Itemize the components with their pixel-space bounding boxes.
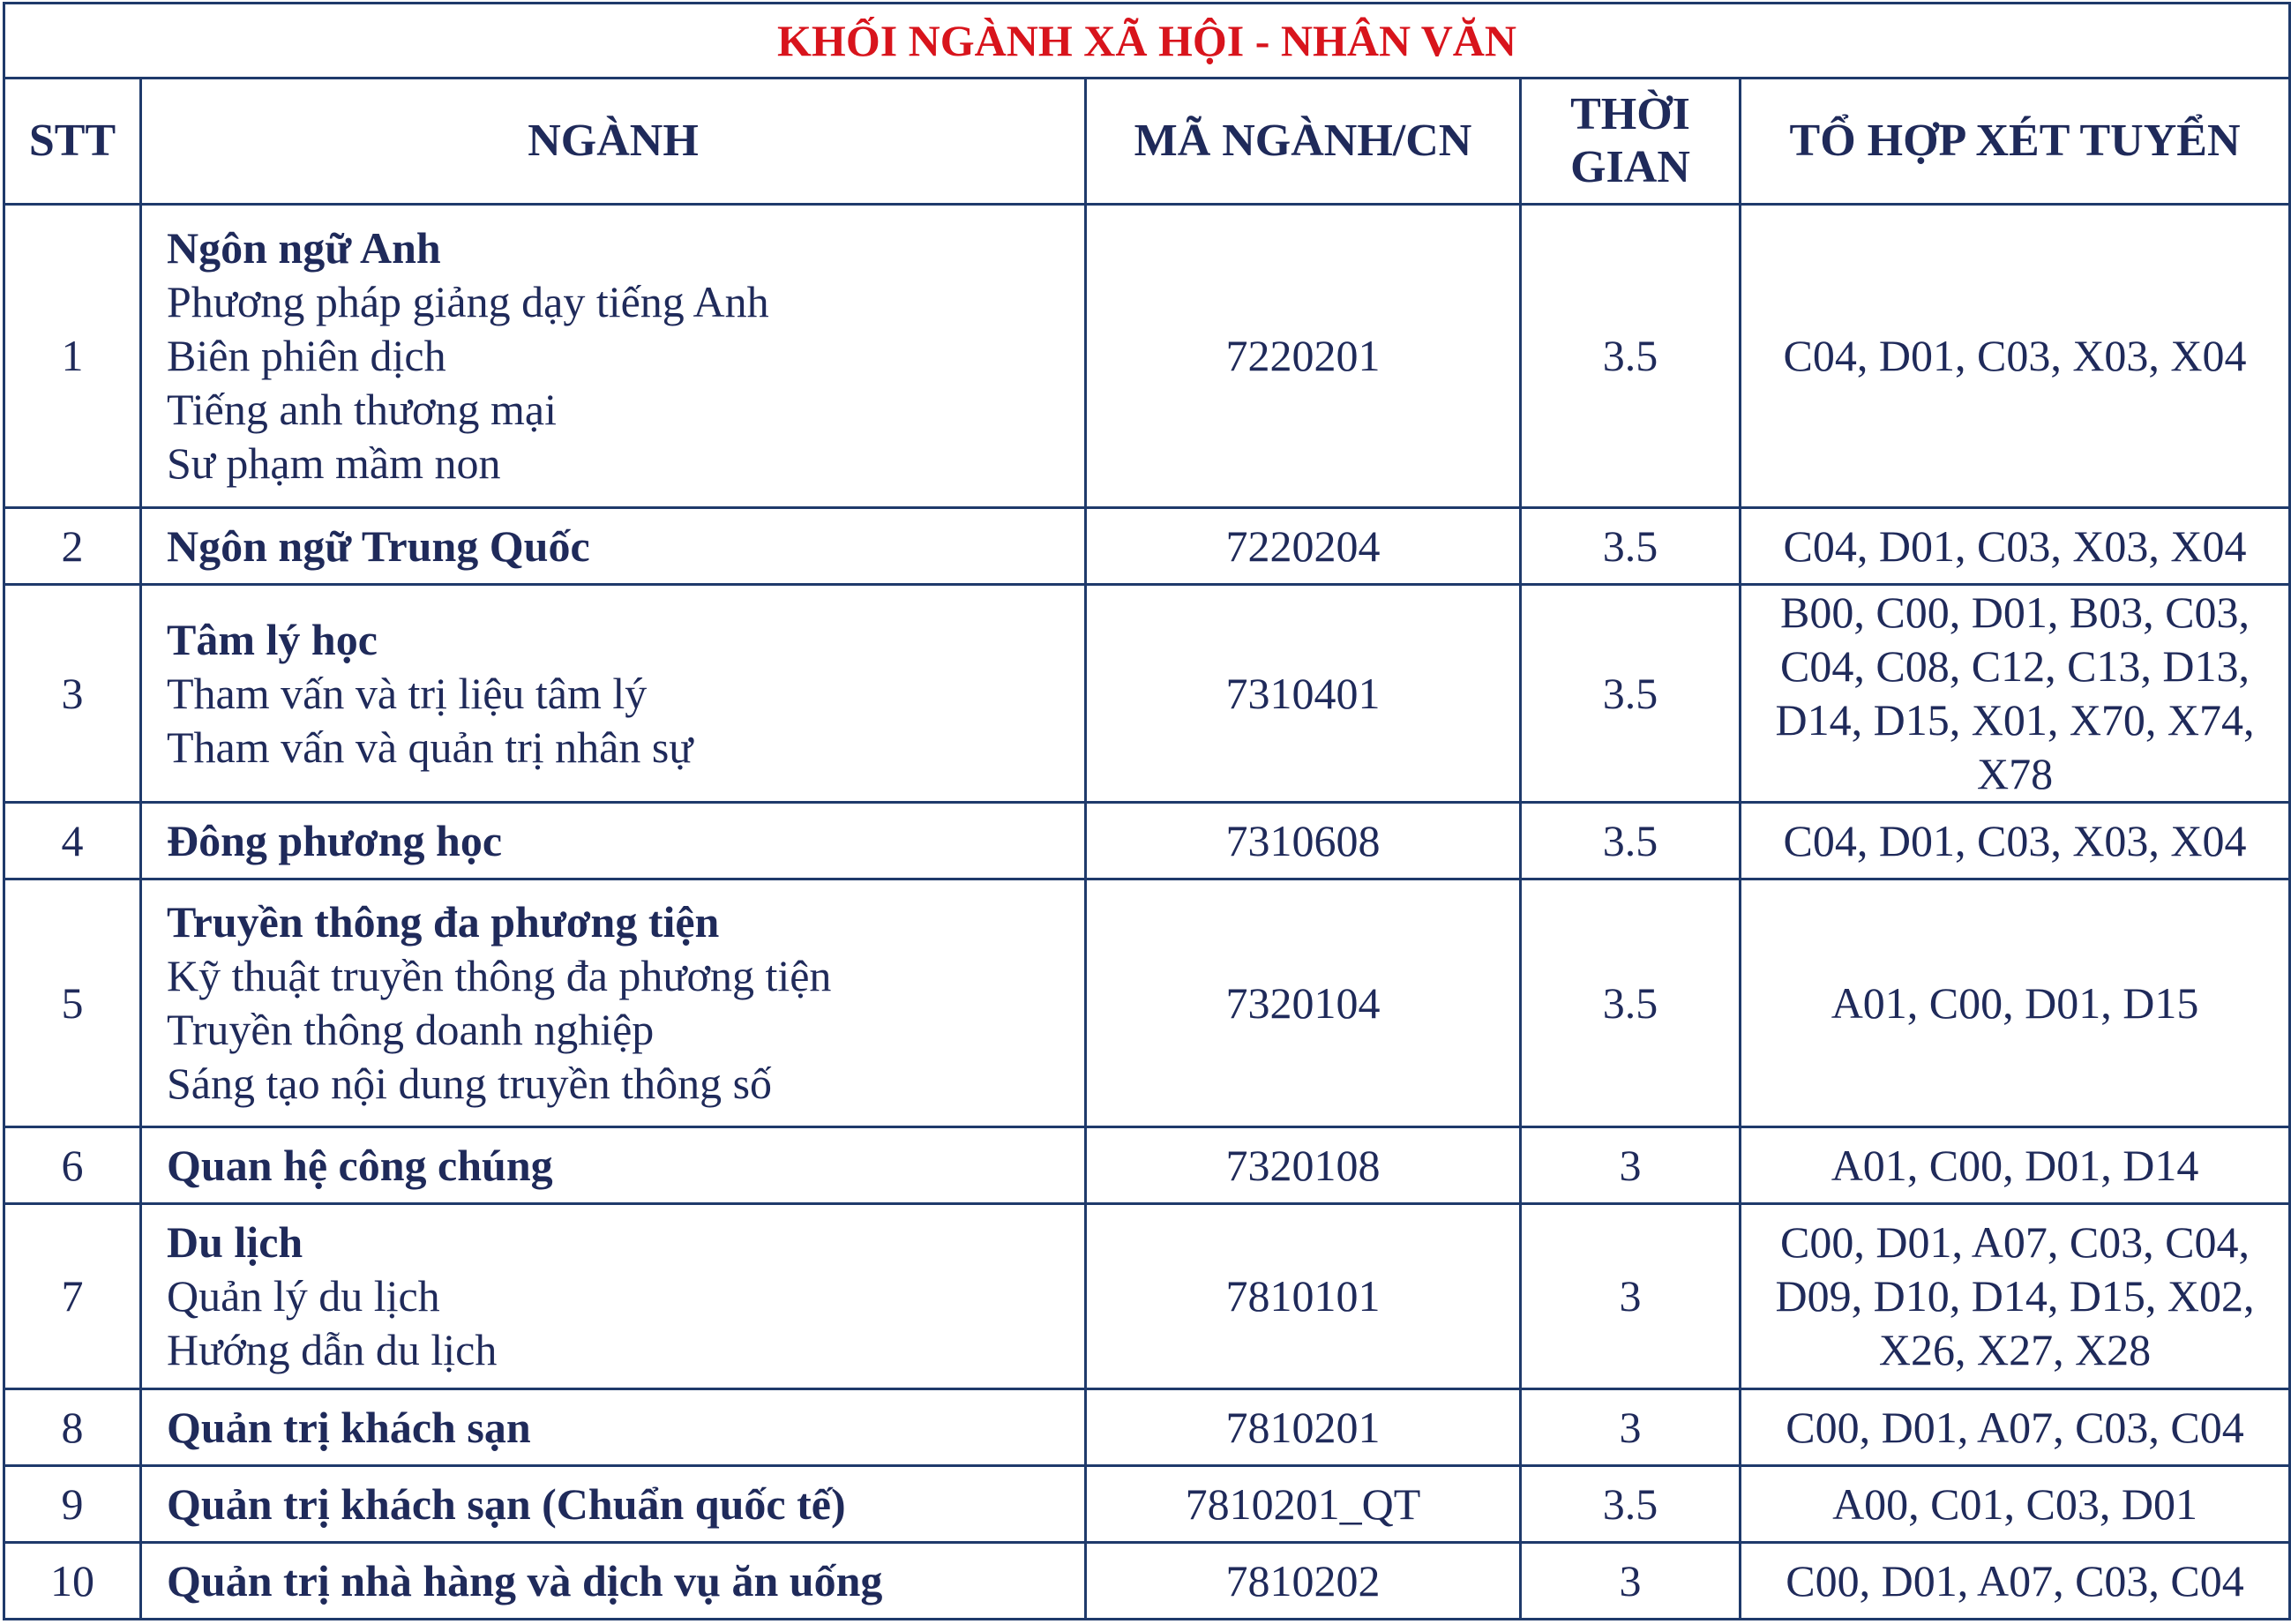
specialization: Sư phạm mầm non xyxy=(167,438,501,488)
cell-thoi-gian: 3.5 xyxy=(1521,803,1741,879)
cell-stt: 4 xyxy=(4,803,141,879)
cell-to-hop: C00, D01, A07, C03, C04 xyxy=(1741,1389,2290,1466)
cell-stt: 1 xyxy=(4,205,141,508)
cell-stt: 6 xyxy=(4,1127,141,1204)
header-ma-nganh: MÃ NGÀNH/CN xyxy=(1086,79,1521,205)
cell-to-hop: C04, D01, C03, X03, X04 xyxy=(1741,508,2290,585)
specialization: Tiếng anh thương mại xyxy=(167,385,557,434)
major-name: Quan hệ công chúng xyxy=(167,1140,553,1190)
specialization: Tham vấn và trị liệu tâm lý xyxy=(167,668,648,718)
cell-thoi-gian: 3 xyxy=(1521,1127,1741,1204)
cell-nganh xyxy=(141,585,1086,803)
header-thoi-gian xyxy=(1521,79,1741,205)
table-row xyxy=(4,1466,2290,1543)
header-row xyxy=(4,79,2290,205)
header-nganh: NGÀNH xyxy=(141,79,1086,205)
specialization: Tham vấn và quản trị nhân sự xyxy=(167,722,693,772)
cell-stt: 7 xyxy=(4,1204,141,1389)
cell-to-hop: B00, C00, D01, B03, C03, C04, C08, C12, C13, D13, D14, D15, X01, X70, X74, X78 xyxy=(1741,585,2290,803)
cell-stt: 5 xyxy=(4,879,141,1127)
major-name: Ngôn ngữ Trung Quốc xyxy=(167,520,590,571)
cell-stt: 3 xyxy=(4,585,141,803)
header-thoi-gian-line-1: THỜI xyxy=(1570,89,1690,139)
cell-ma-nganh: 7320104 xyxy=(1086,879,1521,1127)
cell-nganh xyxy=(141,1204,1086,1389)
cell-nganh xyxy=(141,205,1086,508)
specialization: Sáng tạo nội dung truyền thông số xyxy=(167,1059,773,1108)
table-row xyxy=(4,585,2290,803)
cell-ma-nganh: 7220201 xyxy=(1086,205,1521,508)
major-name: Du lịch xyxy=(167,1217,303,1267)
cell-to-hop: C04, D01, C03, X03, X04 xyxy=(1741,205,2290,508)
cell-nganh xyxy=(141,1466,1086,1543)
cell-ma-nganh: 7810202 xyxy=(1086,1543,1521,1620)
cell-nganh xyxy=(141,508,1086,585)
specialization: Phương pháp giảng dạy tiếng Anh xyxy=(167,277,769,326)
cell-nganh xyxy=(141,1543,1086,1620)
specialization: Kỹ thuật truyền thông đa phương tiện xyxy=(167,951,832,1000)
specialization: Hướng dẫn du lịch xyxy=(167,1325,498,1374)
table-title: KHỐI NGÀNH XÃ HỘI - NHÂN VĂN xyxy=(4,4,2290,79)
cell-nganh xyxy=(141,1389,1086,1466)
specialization: Biên phiên dịch xyxy=(167,331,446,380)
cell-nganh xyxy=(141,1127,1086,1204)
cell-stt: 8 xyxy=(4,1389,141,1466)
cell-thoi-gian: 3 xyxy=(1521,1389,1741,1466)
major-name: Đông phương học xyxy=(167,815,503,865)
major-name: Ngôn ngữ Anh xyxy=(167,223,441,273)
major-name: Quản trị nhà hàng và dịch vụ ăn uống xyxy=(167,1555,883,1605)
table-row xyxy=(4,1204,2290,1389)
cell-stt: 2 xyxy=(4,508,141,585)
cell-to-hop: A00, C01, C03, D01 xyxy=(1741,1466,2290,1543)
cell-ma-nganh: 7220204 xyxy=(1086,508,1521,585)
table-row xyxy=(4,803,2290,879)
table-row xyxy=(4,1543,2290,1620)
cell-nganh xyxy=(141,879,1086,1127)
header-to-hop: TỔ HỢP XÉT TUYỂN xyxy=(1741,79,2290,205)
cell-thoi-gian: 3 xyxy=(1521,1543,1741,1620)
table-row xyxy=(4,205,2290,508)
cell-thoi-gian: 3.5 xyxy=(1521,205,1741,508)
header-thoi-gian-line-2: GIAN xyxy=(1570,142,1690,192)
cell-ma-nganh: 7810201 xyxy=(1086,1389,1521,1466)
cell-ma-nganh: 7810101 xyxy=(1086,1204,1521,1389)
specialization: Truyền thông doanh nghiệp xyxy=(167,1005,655,1054)
cell-thoi-gian: 3 xyxy=(1521,1204,1741,1389)
table-row xyxy=(4,508,2290,585)
table-row xyxy=(4,1389,2290,1466)
major-name: Tâm lý học xyxy=(167,614,378,664)
table-row xyxy=(4,879,2290,1127)
cell-ma-nganh: 7310608 xyxy=(1086,803,1521,879)
major-name: Quản trị khách sạn (Chuẩn quốc tế) xyxy=(167,1478,846,1529)
cell-ma-nganh: 7810201_QT xyxy=(1086,1466,1521,1543)
admissions-table-container xyxy=(3,2,2288,1620)
major-name: Quản trị khách sạn xyxy=(167,1402,531,1452)
cell-nganh xyxy=(141,803,1086,879)
major-name: Truyền thông đa phương tiện xyxy=(167,897,720,947)
cell-to-hop: C00, D01, A07, C03, C04 xyxy=(1741,1543,2290,1620)
specialization: Quản lý du lịch xyxy=(167,1271,440,1321)
header-stt: STT xyxy=(4,79,141,205)
majors-table xyxy=(3,2,2291,1620)
cell-to-hop: C00, D01, A07, C03, C04, D09, D10, D14, D15, X02, X26, X27, X28 xyxy=(1741,1204,2290,1389)
title-row xyxy=(4,4,2290,79)
cell-thoi-gian: 3.5 xyxy=(1521,508,1741,585)
cell-to-hop: C04, D01, C03, X03, X04 xyxy=(1741,803,2290,879)
cell-stt: 10 xyxy=(4,1543,141,1620)
cell-ma-nganh: 7320108 xyxy=(1086,1127,1521,1204)
cell-stt: 9 xyxy=(4,1466,141,1543)
table-row xyxy=(4,1127,2290,1204)
cell-ma-nganh: 7310401 xyxy=(1086,585,1521,803)
cell-thoi-gian: 3.5 xyxy=(1521,879,1741,1127)
cell-to-hop: A01, C00, D01, D14 xyxy=(1741,1127,2290,1204)
cell-to-hop: A01, C00, D01, D15 xyxy=(1741,879,2290,1127)
cell-thoi-gian: 3.5 xyxy=(1521,1466,1741,1543)
cell-thoi-gian: 3.5 xyxy=(1521,585,1741,803)
